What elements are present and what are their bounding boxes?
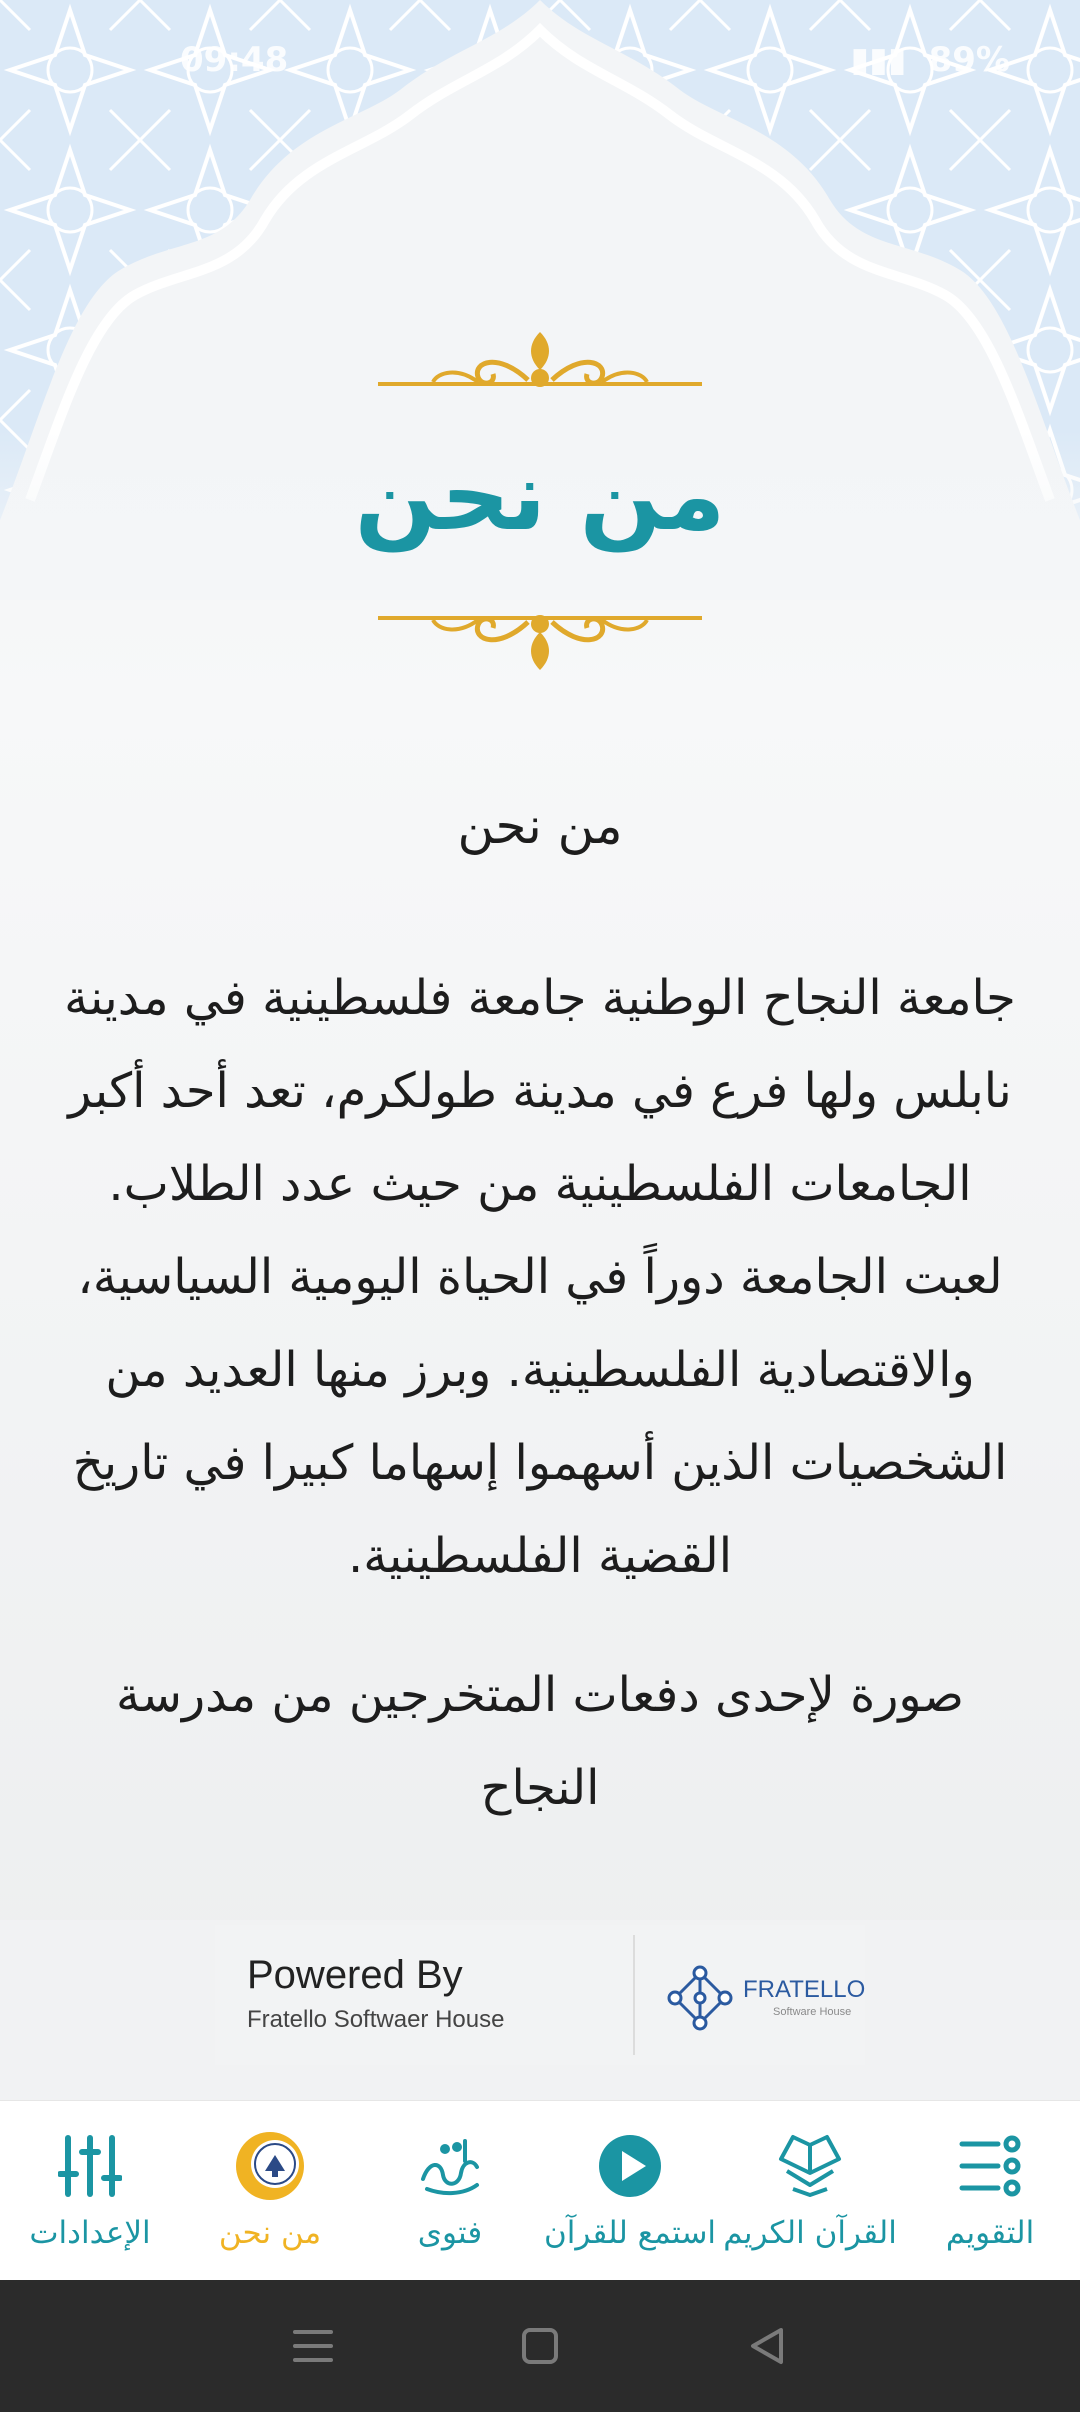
nav-item-calendar[interactable] — [900, 2101, 1080, 2280]
nav-item-quran[interactable] — [720, 2101, 900, 2280]
bottom-navigation — [0, 2100, 1080, 2280]
back-triangle-icon — [745, 2324, 789, 2368]
university-logo-icon — [235, 2131, 305, 2201]
home-button[interactable] — [510, 2316, 570, 2376]
developer-name: Fratello Softwaer House — [247, 2006, 505, 2033]
menu-lines-icon — [291, 2326, 335, 2366]
nav-item-fatwa[interactable] — [360, 2101, 540, 2280]
status-time: 09:48 — [180, 40, 289, 80]
powered-by-label: Powered By — [247, 1953, 463, 1997]
banner-divider — [633, 1935, 635, 2055]
powered-by-banner[interactable] — [215, 1925, 865, 2065]
nav-label: استمع للقرآن — [543, 2215, 717, 2251]
nav-label: القرآن الكريم — [723, 2215, 897, 2251]
play-circle-icon — [595, 2131, 665, 2201]
nav-label: من نحن — [218, 2215, 322, 2251]
home-square-icon — [518, 2324, 562, 2368]
nav-label: فتوى — [417, 2215, 483, 2251]
system-navigation-bar — [0, 2280, 1080, 2412]
battery-level: 89% — [928, 40, 1010, 80]
list-settings-icon — [955, 2131, 1025, 2201]
back-button[interactable] — [737, 2316, 797, 2376]
fatwa-calligraphy-icon — [415, 2131, 485, 2201]
nav-item-listen-quran[interactable] — [540, 2101, 720, 2280]
nav-label: الإعدادات — [29, 2215, 151, 2251]
nav-label: التقويم — [945, 2215, 1035, 2251]
gold-ornament-icon — [378, 600, 702, 680]
photo-caption-paragraph: صورة لإحدى دفعات المتخرجين من مدرسة النجاح — [116, 1667, 964, 1816]
content-subtitle: من نحن — [457, 797, 623, 855]
about-paragraph: جامعة النجاح الوطنية جامعة فلسطينية في مدينة نابلس ولها فرع في مدينة طولكرم، تعد أحد أكبر الجامعات الفلسطينية من حيث عدد الطلاب. لعبت الجامعة دوراً في الحياة اليومية السياسية، والاقتصادية الفلسطينية. وبرز منها العديد من الشخصيات الذين أسهموا إسهاما كبيرا في تاريخ القضية الفلسطينية. — [64, 970, 1016, 1584]
page-title: من نحن — [354, 440, 726, 552]
nav-item-settings[interactable] — [0, 2101, 180, 2280]
logo-subtext: Software House — [773, 2006, 852, 2018]
quran-book-icon — [775, 2131, 845, 2201]
logo-text: FRATELLO — [743, 1976, 865, 2003]
menu-button[interactable] — [283, 2316, 343, 2376]
signal-icon: ▮▮▮ — [850, 40, 907, 80]
fratello-logo-icon — [655, 1953, 865, 2043]
about-content — [55, 780, 1025, 1881]
status-bar — [0, 40, 1080, 100]
nav-item-about-us[interactable] — [180, 2101, 360, 2280]
gold-ornament-icon — [378, 322, 702, 402]
sliders-icon — [55, 2131, 125, 2201]
